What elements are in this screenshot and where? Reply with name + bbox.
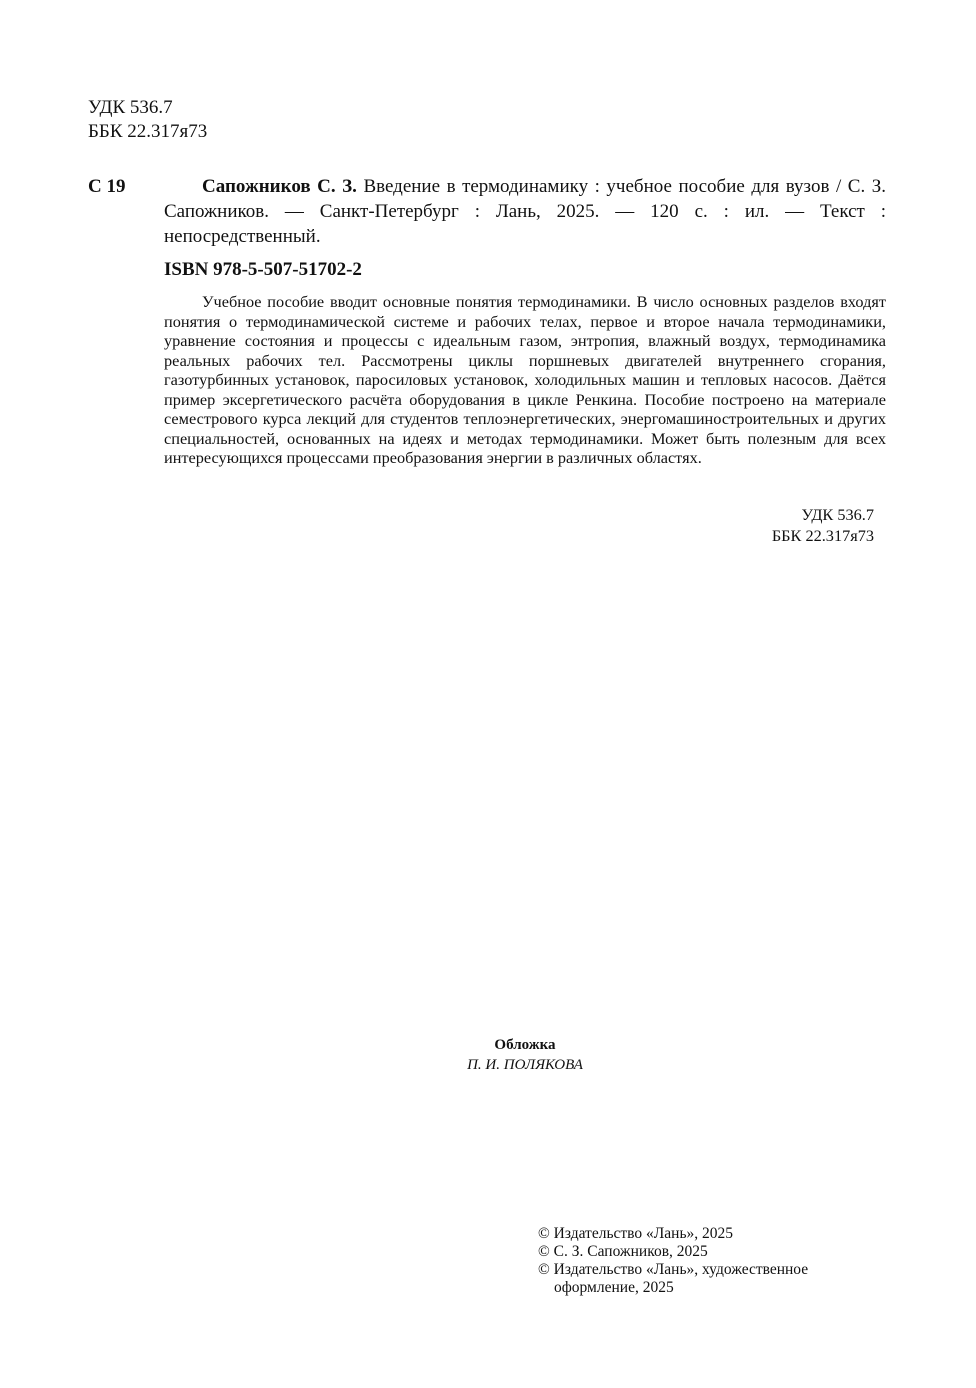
entry-description: Введение в термодинамику : учебное пособие для вузов / С. З. Сапожников. — Санкт-Петербург : Лань, 2025. — 120 с. : ил. — Текст : непосредственный. <box>164 176 886 247</box>
classification-codes-bottom <box>772 504 874 546</box>
classification-codes-top <box>88 96 207 144</box>
copyright-line: © С. З. Сапожников, 2025 <box>538 1243 708 1260</box>
bibliographic-entry <box>164 174 886 249</box>
author-mark: С 19 <box>88 176 126 197</box>
copyright-line: оформление, 2025 <box>554 1279 674 1296</box>
udk-code: УДК 536.7 <box>801 505 874 524</box>
isbn: ISBN 978-5-507-51702-2 <box>164 259 362 280</box>
copyright-line: © Издательство «Лань», 2025 <box>538 1225 734 1242</box>
copyright-line: © Издательство «Лань», художественное <box>538 1261 809 1278</box>
bbk-code: ББК 22.317я73 <box>771 526 874 545</box>
abstract: Учебное пособие вводит основные понятия термодинамики. В число основных разделов входят понятия о термодинамической системе и рабочих телах, первое и второе начала термодинамики, уравнение состояния и процессы с идеальным газом, энтропия, влажный воздух, термодинамика реальных рабочих тел. Рассмотрены циклы поршневых двигателей внутреннего сгорания, газотурбинных установок, паросиловых установок, холодильных машин и тепловых насосов. Даётся пример эксергетического расчёта оборудования в цикле Ренкина. Пособие построено на материале семестрового курса лекций для студентов теплоэнергетических, энергомашиностроительных и других специальностей, основанных на идеях и методах термодинамики. Может быть полезным для всех интересующихся процессами преобразования энергии в различных областях. <box>164 292 886 467</box>
copyright-block <box>538 1225 808 1297</box>
entry-author: Сапожников С. З. <box>202 176 357 197</box>
bbk-code: ББК 22.317я73 <box>88 121 208 142</box>
udk-code: УДК 536.7 <box>88 97 173 118</box>
cover-label: Обложка <box>494 1037 556 1053</box>
cover-credit <box>0 1035 976 1075</box>
cover-artist: П. И. ПОЛЯКОВА <box>467 1057 583 1073</box>
